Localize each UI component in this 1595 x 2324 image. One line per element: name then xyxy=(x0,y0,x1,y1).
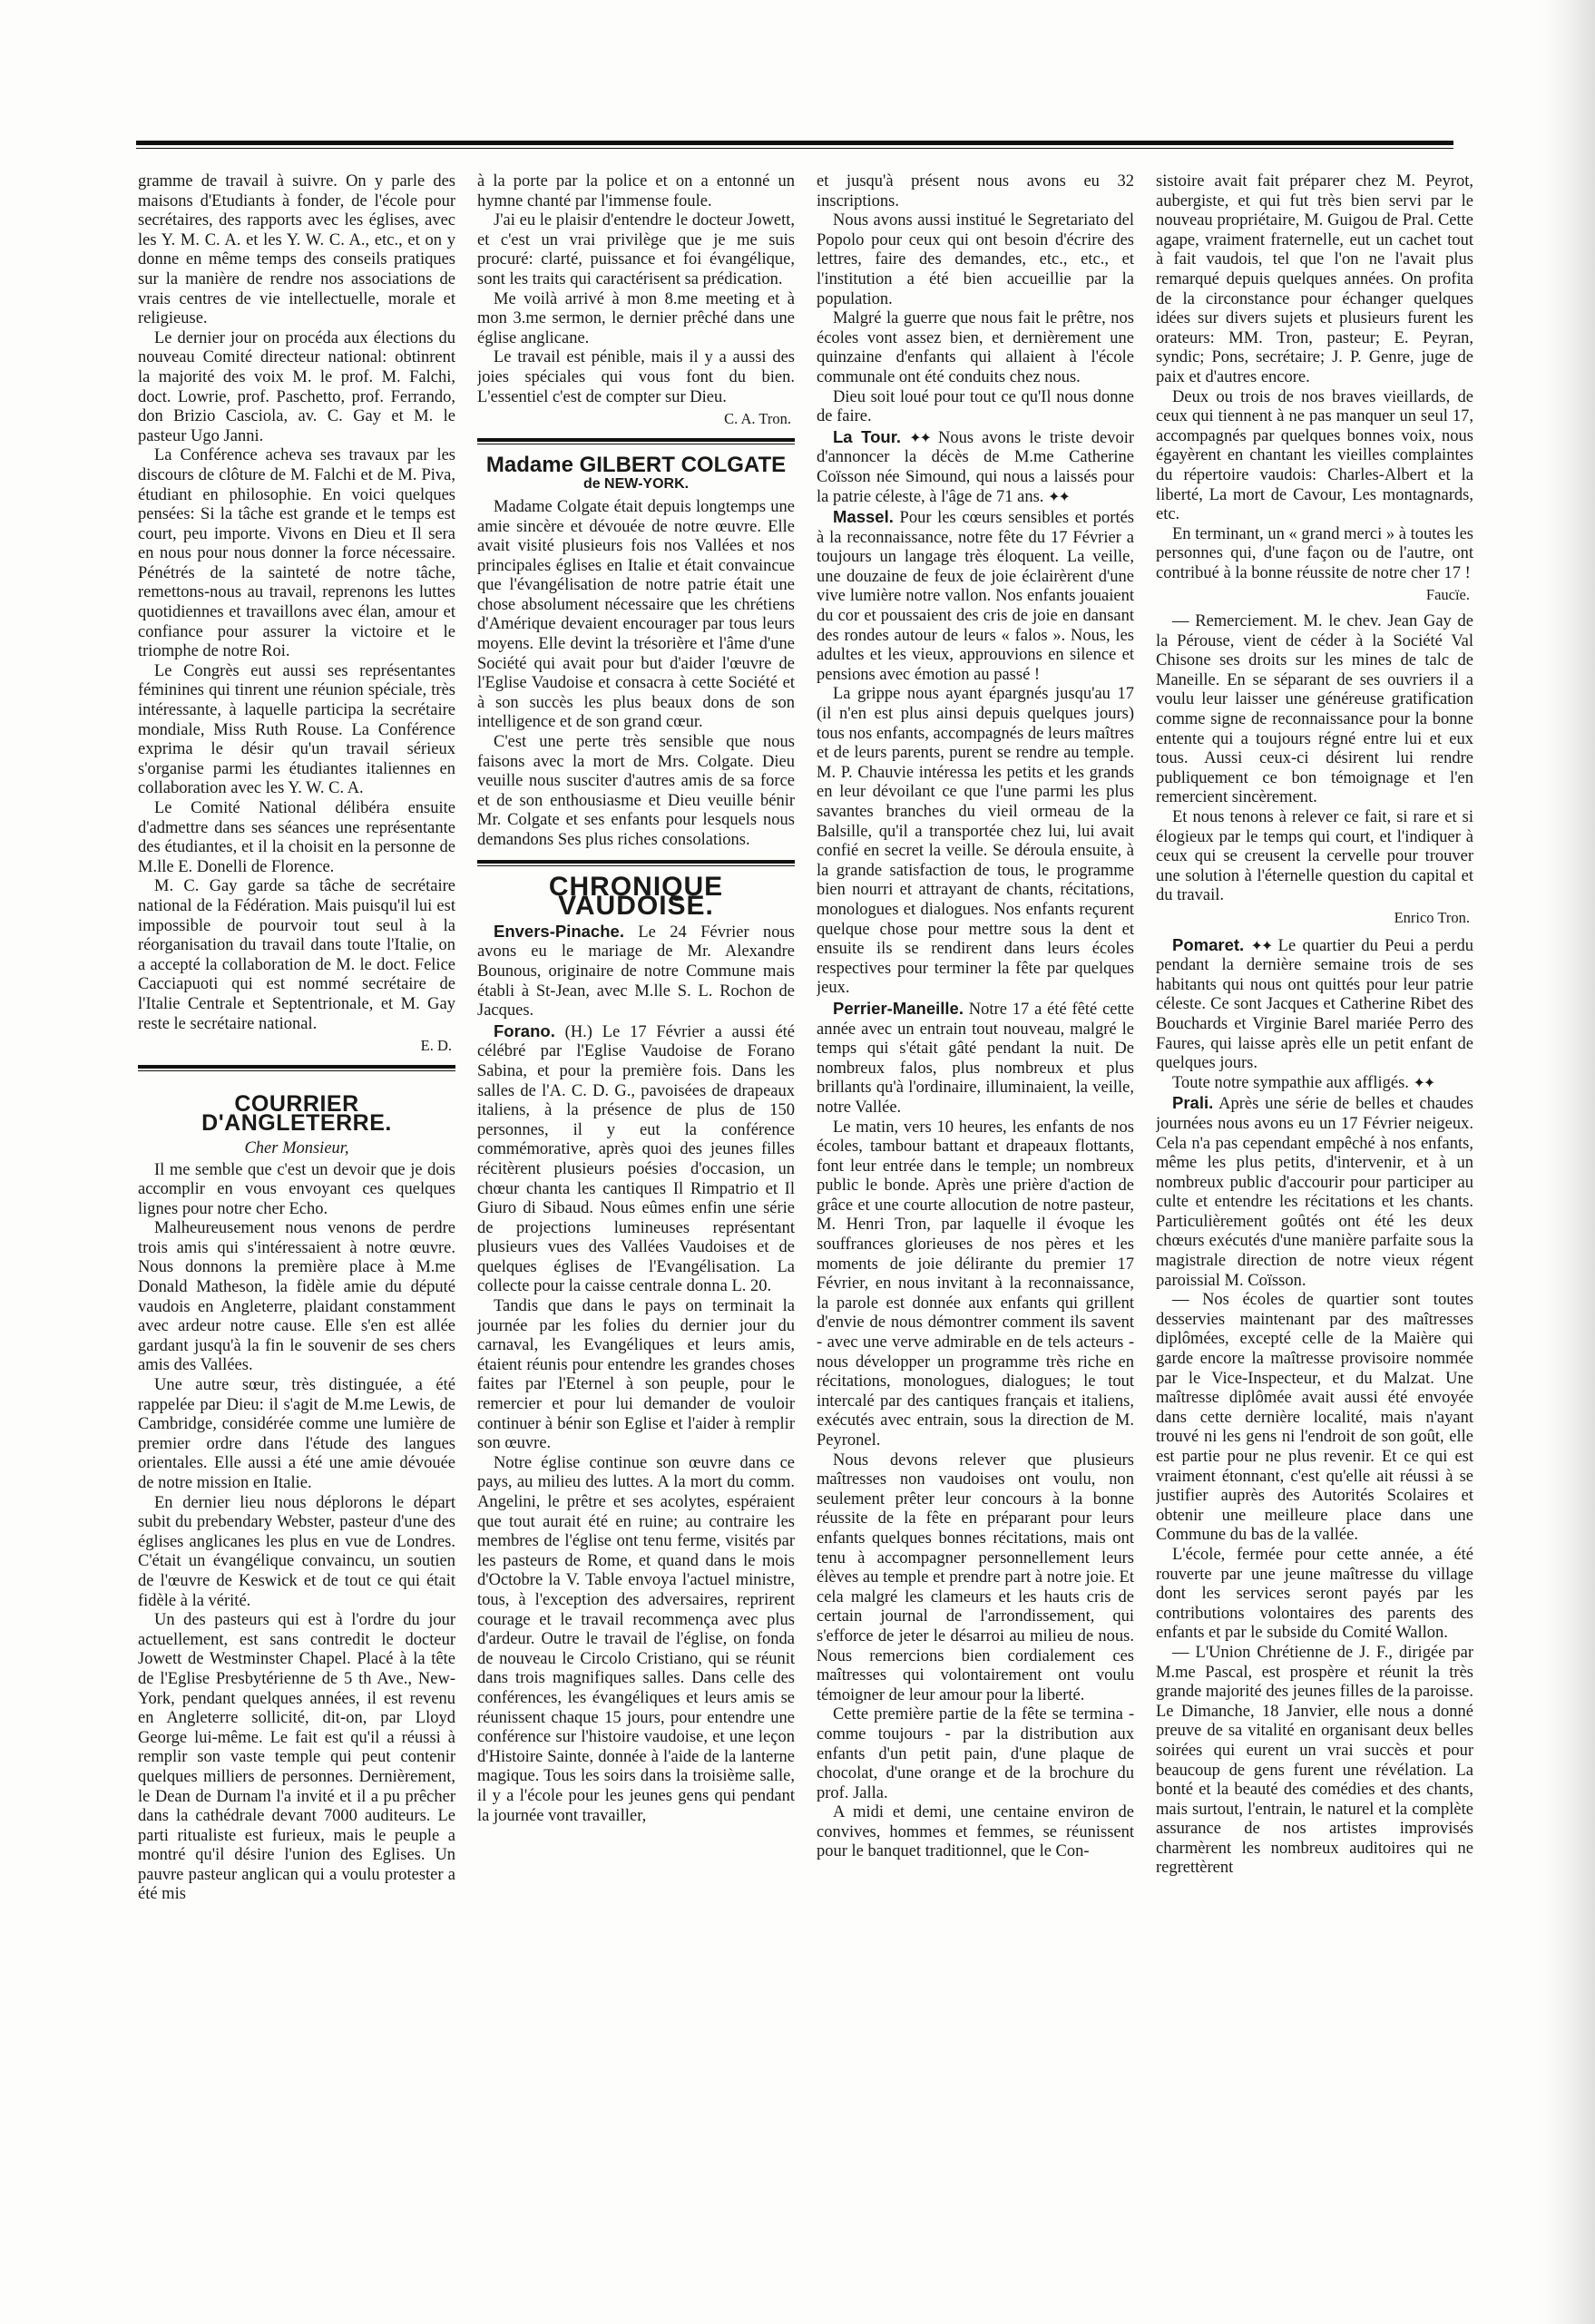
paragraph: A midi et demi, une centaine environ de convives, hommes et femmes, se réunissent pour le banquet traditionnel, que le Con- xyxy=(817,1803,1134,1861)
column-1 xyxy=(138,172,455,2295)
paragraph: M. C. Gay garde sa tâche de secrétaire national de la Fédération. Mais puisqu'il lui est impossible de pourvoir tout seul à la réorganisation du travail dans toute l'Italie, on a accepté la collaboration de M. le doct. Felice Cacciapuoti qui est nommé secrétaire de l'Italie Centrale et Septentrionale, et M. Gay reste le secrétaire national. xyxy=(138,877,455,1033)
paragraph: — Remerciement. M. le chev. Jean Gay de la Pérouse, vient de céder à la Société Val Chisone ses droits sur les mines de talc de Maneille. En se séparant de ses ouvriers il a voulu leur laisser une généreuse gratification comme signe de reconnaissance pour la bonne entente qui a toujours régné entre lui et eux tous. Aussi ceux-ci désirent lui rendre publiquement ce bon témoignage et l'en remercient sincèrement. xyxy=(1156,612,1473,807)
article-subheading: de NEW-YORK. xyxy=(582,476,690,493)
paragraph: Il me semble que c'est un devoir que je dois accomplir en vous envoyant ces quelques lignes pour notre cher Echo. xyxy=(138,1160,455,1218)
ornament-icon: ✦✦ xyxy=(909,430,930,446)
ornament-icon: ✦✦ xyxy=(1048,489,1069,505)
paragraph: Tandis que dans le pays on terminait la journée par les folies du dernier jour du carnaval, les Evangéliques et leurs amis, étaient réunis pour entendre les grandes choses faites par l'Eternel à son peuple, pour le remercier et pour lui demander de vouloir continuer à bénir son Eglise et l'aider à remplir son œuvre. xyxy=(477,1297,795,1453)
paragraph: Le matin, vers 10 heures, les enfants de nos écoles, tambour battant et drapeaux flottants, font leur entrée dans le temple; un nombreux public le bonde. Après une prière d'action de grâce et une courte allocution de notre pasteur, M. Henri Tron, par laquelle il évoque les souffrances glorieuses de nos pères et les moments de joie délirante du premier 17 Février, en nous invitant à la reconnaissance, la parole est donnée aux enfants qui grillent d'envie de nous démontrer comment ils savent - avec une verve admirable en de tels acteurs - nous développer un programme très riche en récitations, monologues, dialogues; le tout intercalé par des cantiques français et italiens, exécutés avec entrain, sous la direction de M. Peyronel. xyxy=(817,1118,1134,1450)
paragraph: Nous avons aussi institué le Segretariato del Popolo pour ceux qui ont besoin d'écrire des lettres, faire des demandes, etc., etc., et l'institution a été bien accueillie par la population. xyxy=(817,211,1134,308)
news-text: Le quartier du Peui a perdu pendant la dernière semaine trois de ses habitants qui nous ont quittés pour leur patrie céleste. Ce sont Jacques et Catherine Ribet des Bouchards et Virginie Barel mariée Perro des Faures, qui laisse après elle un petit enfant de quelques jours. xyxy=(1156,936,1473,1073)
paragraph: — L'Union Chrétienne de J. F., dirigée par M.me Pascal, est prospère et réunit la très grande majorité des jeunes filles de la paroisse. Le Dimanche, 18 Janvier, elle nous a donné preuve de sa vitalité en organisant deux belles soirées qui eurent un vrai succès et pour beaucoup de gens furent une révélation. La bonté et la beauté des comédies et des chants, mais surtout, l'entrain, le naturel et la complète assurance de nos artistes improvisés charmèrent les nombreux auditoires qui ne regrettèrent xyxy=(1156,1643,1473,1878)
paragraph: à la porte par la police et on a entonné un hymne chanté par l'immense foule. xyxy=(477,172,795,210)
news-item xyxy=(1156,935,1473,1074)
paragraph: En dernier lieu nous déplorons le départ subit du prebendary Webster, pasteur d'une des églises anglicanes les plus en vue de Londres. C'était un évangélique convaincu, un soutien de l'œuvre de Keswick et de tout ce qui était fidèle à la vérité. xyxy=(138,1493,455,1610)
paragraph: L'école, fermée pour cette année, a été rouverte par une jeune maîtresse du village dont les services seront payés par les contributions volontaires des parents des enfants et par le subside du Comité Wallon. xyxy=(1156,1545,1473,1643)
paragraph: Notre église continue son œuvre dans ce pays, au milieu des luttes. A la mort du comm. Angelini, le prêtre et ses acolytes, espéraient que tout aurait été en ruine; au contraire les membres de l'église ont tenu ferme, visités par les pasteurs de Rome, et quand dans le mois d'Octobre la V. Table envoya l'actuel ministre, tous, à l'exception des adversaires, reprirent courage et le travail recommença avec plus d'ardeur. Outre le travail de l'église, on fonda de nouveau le Circolo Cristiano, qui se réunit dans trois magnifiques salles. Dans celle des conférences, les évangéliques et leurs amis se réunissent chaque 15 jours, pour entendre une conférence sur l'histoire vaudoise, et une leçon d'Histoire Sainte, donnée à l'aide de la lanterne magique. Tous les soirs dans la troisième salle, il y a l'école pour les jeunes gens qui pendant la journée vont travailler, xyxy=(477,1453,795,1825)
paragraph: Une autre sœur, très distinguée, a été rappelée par Dieu: il s'agit de M.me Lewis, de Cambridge, considérée comme une lumière de premier ordre dans l'étude des langues orientales. Elle aussi a été une amie dévouée de notre mission en Italie. xyxy=(138,1376,455,1492)
paragraph: Le dernier jour on procéda aux élections du nouveau Comité directeur national: obtinrent la majorité des voix M. le prof. M. Falchi, doct. Lowrie, prof. Paschetto, prof. Ferrando, don Brizio Casciola, av. C. Gay et M. le pasteur Ugo Janni. xyxy=(138,328,455,445)
news-text: Le 24 Février nous avons eu le mariage de Mr. Alexandre Bounous, originaire de notre Commune mais établi à St-Jean, avec M.lle S. L. Rochon de Jacques. xyxy=(477,923,795,1020)
paragraph: Le travail est pénible, mais il y a aussi des joies spéciales qui vous font du bien. L'essentiel c'est de compter sur Dieu. xyxy=(477,348,795,406)
news-item xyxy=(477,922,795,1021)
place-name: Forano. xyxy=(494,1020,555,1040)
news-text: Nous avons le triste devoir d'annoncer la décès de M.me Catherine Coïsson née Simound, qui nous a laissés pour la patrie céleste, à l'âge de 71 ans. xyxy=(817,428,1134,506)
paragraph: Me voilà arrivé à mon 8.me meeting et à mon 3.me sermon, le dernier prêché dans une église anglicane. xyxy=(477,289,795,347)
paragraph: J'ai eu le plaisir d'entendre le docteur Jowett, et c'est un vrai privilège que je me suis procuré: clarté, puissance et foi évangélique, sont les traits qui caractérisent sa prédication. xyxy=(477,211,795,288)
paragraph: C'est une perte très sensible que nous faisons avec la mort de Mrs. Colgate. Dieu veuille nous susciter d'autres amis de sa force et de son enthousiasme et Dieu veuille bénir Mr. Colgate et ses enfants pour lesquels nous demandons Ses plus riches consolations. xyxy=(477,733,795,849)
paragraph: Dieu soit loué pour tout ce qu'Il nous donne de faire. xyxy=(817,387,1134,426)
paragraph: Malgré la guerre que nous fait le prêtre, nos écoles vont assez bien, et dernièrement une quinzaine d'enfants qui allaient à l'école communale ont été conduits chez nous. xyxy=(817,309,1134,386)
paragraph: Madame Colgate était depuis longtemps une amie sincère et dévouée de notre œuvre. Elle avait visité plusieurs fois nos Vallées et nos principales églises en Italie et était convaincue que l'évangélisation de notre patrie était une chose absolument nécessaire que les chrétiens d'Amérique devaient encourager par tous leurs moyens. Elle devint la trésorière et l'âme d'une Société qui avait pour but d'aider l'œuvre de l'Eglise Vaudoise et consacra à cette Société et à son succès les plus beaux dons de son intelligence et de son grand cœur. xyxy=(477,497,795,732)
paragraph: La Conférence acheva ses travaux par les discours de clôture de M. Falchi et de M. Piva, étudiant en philosophie. En voici quelques pensées: Si la tâche est grande et le temps est court, peu importe. Vivons en Dieu et Il sera en nous pour nous donner la force nécessaire. Pénétrés de la sainteté de notre tâche, remettons-nous au travail, reprenons les luttes quotidiennes et travaillons avec élan, amour et confiance pour assurer la victoire et le triomphe de notre Roi. xyxy=(138,446,455,661)
news-text: Après une série de belles et chaudes journées nous avons eu un 17 Février neigeux. Cela n'a pas cependant empêché à nos enfants, même les plus petits, d'intervenir, et à un nombreux public d'accourir pour participer au culte et entendre les récitations et les chants. Particulièrement goûtés ont été les deux chœurs exécutés d'une manière parfaite sous la magistrale direction de notre vieux régent paroissial M. Coïsson. xyxy=(1156,1095,1473,1290)
place-name: Massel. xyxy=(833,507,894,527)
section-rule xyxy=(477,860,795,866)
signature: Enrico Tron. xyxy=(1394,908,1470,926)
news-text: Pour les cœurs sensibles et portés à la reconnaissance, notre fête du 17 Février a toujours un langage très éloquent. La veille, une douzaine de feux de joie éclairèrent d'une vive lumière notre vallon. Nos enfants jouaient du cor et poussaient des cris de joie en dansant des rondes autour de leurs « falos ». Nous, les adultes et les vieux, approuvions en silence et pensions avec émotion au passé ! xyxy=(817,509,1134,684)
article-heading-colgate: Madame GILBERT COLGATE xyxy=(485,452,787,477)
paragraph: gramme de travail à suivre. On y parle des maisons d'Etudiants à fonder, de l'école pour secrétaires, des rapports avec les églises, avec les Y. M. C. A. et les Y. W. C. A., etc., et on y donne en même temps des conseils pratiques sur la manière de rendre nos associations de vrais centres de vie intellectuelle, morale et religieuse. xyxy=(138,172,455,328)
signature: Faucïe. xyxy=(1425,586,1470,604)
paragraph: Un des pasteurs qui est à l'ordre du jour actuellement, est sans contredit le docteur Jowett de Westminster Chapel. Placé à la tête de l'Eglise Presbytérienne de 5 th Ave., New-York, pendant quelques années, il est revenu en Angleterre sollicité, dit-on, par Lloyd George lui-même. Le fait est qu'il a réussi à remplir son vaste temple qui peut contenir quelques milliers de personnes. Dernièrement, le Dean de Durnam l'a invité et il a pu prêcher dans la cathédrale devant 7000 auditeurs. Le parti ritualiste est furieux, mais le peuple a montré qu'il désire l'union des Eglises. Un pauvre pasteur anglican qui a voulu protester a été mis xyxy=(138,1611,455,1904)
section-rule xyxy=(477,438,795,444)
paragraph: — Nos écoles de quartier sont toutes desservies maintenant par des maîtresses diplômées, excepté celle de la Maière qui garde encore la maîtresse provisoire nommée par le Vice-Inspecteur, et du Malzat. Une maîtresse diplômée avait aussi été envoyée dans cette dernière localité, mais n'ayant trouvé ni les gens ni l'endroit de son goût, elle est partie pour ne plus revenir. Et ce qui est vraiment étonnant, c'est qu'elle ait réussi à se justifier auprès des Autorités Scolaires et obtenir une meilleure place dans une Commune du bas de la vallée. xyxy=(1156,1291,1473,1545)
place-name: Prali. xyxy=(1172,1093,1214,1113)
section-heading-courrier: COURRIER D'ANGLETERRE. xyxy=(201,1090,392,1137)
column-2 xyxy=(477,172,795,2295)
paragraph: Cette première partie de la fête se termina - comme toujours - par la distribution aux enfants d'un petit pain, d'une plaque de chocolat, d'une orange et de la brochure du prof. Jalla. xyxy=(817,1705,1134,1802)
news-text: (H.) Le 17 Février a aussi été célébré par l'Eglise Vaudoise de Forano Sabina, et pour la première fois. Dans les salles de l'A. C. D. G., pavoisées de drapeaux italiens, à la présence de plus de 150 personnes, il y eut la conférence commémorative, après quoi des jeunes filles récitèrent plusieurs poésies d'occasion, un chœur chanta les cantiques Il Rimpatrio et Il Giuro di Sibaud. Nous eûmes enfin une série de projections lumineuses représentant plusieurs vues des Vallées Vaudoises et de quelques églises de l'Evangélisation. La collecte pour la caisse centrale donna L. 20. xyxy=(477,1022,795,1296)
paragraph: sistoire avait fait préparer chez M. Peyrot, aubergiste, et qui fut très bien servi par le nouveau propriétaire, M. Guigou de Pral. Cette agape, vraiment fraternelle, eut un cachet tout à fait vaudois, tel que l'on ne l'avait plus remarqué depuis quelques années. On profita de la circonstance pour échanger quelques idées sur divers sujets et plusieurs furent les orateurs: MM. Tron, pasteur; E. Peyran, syndic; Pons, secrétaire; J. P. Genre, juge de paix et d'autres encore. xyxy=(1156,172,1473,386)
signature: E. D. xyxy=(420,1037,452,1055)
news-item xyxy=(477,1021,795,1297)
place-name: Envers-Pinache. xyxy=(494,921,624,941)
news-item xyxy=(817,507,1134,685)
salutation: Cher Monsieur, xyxy=(244,1138,349,1157)
place-name: La Tour. xyxy=(833,426,902,446)
paragraph: et jusqu'à présent nous avons eu 32 inscriptions. xyxy=(817,172,1134,210)
place-name: Pomaret. xyxy=(1172,934,1245,954)
news-item xyxy=(817,999,1134,1118)
paragraph: Le Comité National délibéra ensuite d'admettre dans ses séances une représentante des étudiantes, et il la choisit en la personne de M.lle E. Donelli de Florence. xyxy=(138,799,455,876)
section-rule xyxy=(138,1065,455,1071)
paragraph: La grippe nous ayant épargnés jusqu'au 17 (il n'en est plus ainsi depuis quelques jours) tous nos enfants, accompagnés de leurs maîtres et de leurs parents, purent se rendre au temple. M. P. Chauvie intéressa les petits et les grands en leur dévoilant ce que l'une parmi les plus savantes branches du vieil ormeau de la Balsille, qu'il a transportée chez lui, lui avait confié en secret la veille. Se déroula ensuite, à la grande satisfaction de tous, le programme bien nourri et attrayant de chants, récitations, monologues et dialogues. Nos enfants reçurent quelque chose pour mettre sous la dent et ensuite ils se rendirent dans leurs écoles respectives pour terminer la fête par quelques jeux. xyxy=(817,685,1134,998)
paragraph xyxy=(1156,1074,1473,1094)
ornament-icon: ✦✦ xyxy=(1413,1075,1434,1091)
paragraph: Nous devons relever que plusieurs maîtresses non vaudoises ont voulu, non seulement prêter leur concours à la bonne réussite de la fête en préparant pour leurs enfants quelques bonnes récitations, mais ont tenu à accompagner personnellement leurs élèves au temple et prendre part à notre joie. Et cela malgré les clameurs et les hauts cris de certain journal de l'arrondissement, qui s'efforce de jeter le désarroi au milieu de nous. Nous remercions bien cordialement ces maîtresses qui volontairement ont voulu témoigner de leur amour pour la liberté. xyxy=(817,1450,1134,1704)
news-text: Notre 17 a été fêté cette année avec un entrain tout nouveau, malgré le temps qui s'était gâté pendant la nuit. De nombreux falos, plus nombreux et plus brillants qu'à l'ordinaire, illuminaient, la veille, notre Vallée. xyxy=(817,1000,1134,1117)
header-rule xyxy=(136,141,1453,149)
paragraph: En terminant, un « grand merci » à toutes les personnes qui, d'une façon ou de l'autre, ont contribué à la bonne réussite de notre cher 17 ! xyxy=(1156,524,1473,582)
page-edge-shadow xyxy=(1541,0,1595,2324)
news-item xyxy=(1156,1093,1473,1291)
paragraph: Et nous tenons à relever ce fait, si rare et si élogieux par le temps qui court, et l'indiquer à ceux qui se creusent la cervelle pour trouver une solution à l'éternelle question du capital et du travail. xyxy=(1156,808,1473,905)
place-name: Perrier-Maneille. xyxy=(833,998,964,1018)
paragraph: Le Congrès eut aussi ses représentantes féminines qui tinrent une réunion spéciale, très intéressante, à laquelle participa la secrétaire mondiale, Miss Ruth Rouse. La Conférence exprima le désir qu'un travail sérieux s'organise parmi les étudiantes italiennes en collaboration avec les Y. W. C. A. xyxy=(138,661,455,798)
column-3 xyxy=(817,172,1134,2295)
section-heading-chronique: CHRONIQUE VAUDOISE. xyxy=(548,871,724,922)
paragraph: Malheureusement nous venons de perdre trois amis qui s'intéressaient à notre œuvre. Nous donnons la première place à M.me Donald Matheson, la fidèle amie du député vaudois en Angleterre, plaidant constamment avec ardeur notre cause. Elle s'en est allée gardant jusqu'à la fin le souvenir de ses chers amis des Vallées. xyxy=(138,1219,455,1375)
ornament-icon: ✦✦ xyxy=(1250,938,1272,954)
news-item xyxy=(817,427,1134,507)
signature: C. A. Tron. xyxy=(724,410,791,428)
paragraph-text: Toute notre sympathie aux affligés. xyxy=(1172,1073,1409,1092)
column-4 xyxy=(1156,172,1473,2295)
paragraph: Deux ou trois de nos braves vieillards, de ceux qui tiennent à ne pas manquer un seul 17, accompagnés par quelques bonnes voix, nous égayèrent en chantant les vieilles complaintes du répertoire vaudois: Charles-Albert et la liberté, La mort de Cavour, Les montagnards, etc. xyxy=(1156,387,1473,524)
